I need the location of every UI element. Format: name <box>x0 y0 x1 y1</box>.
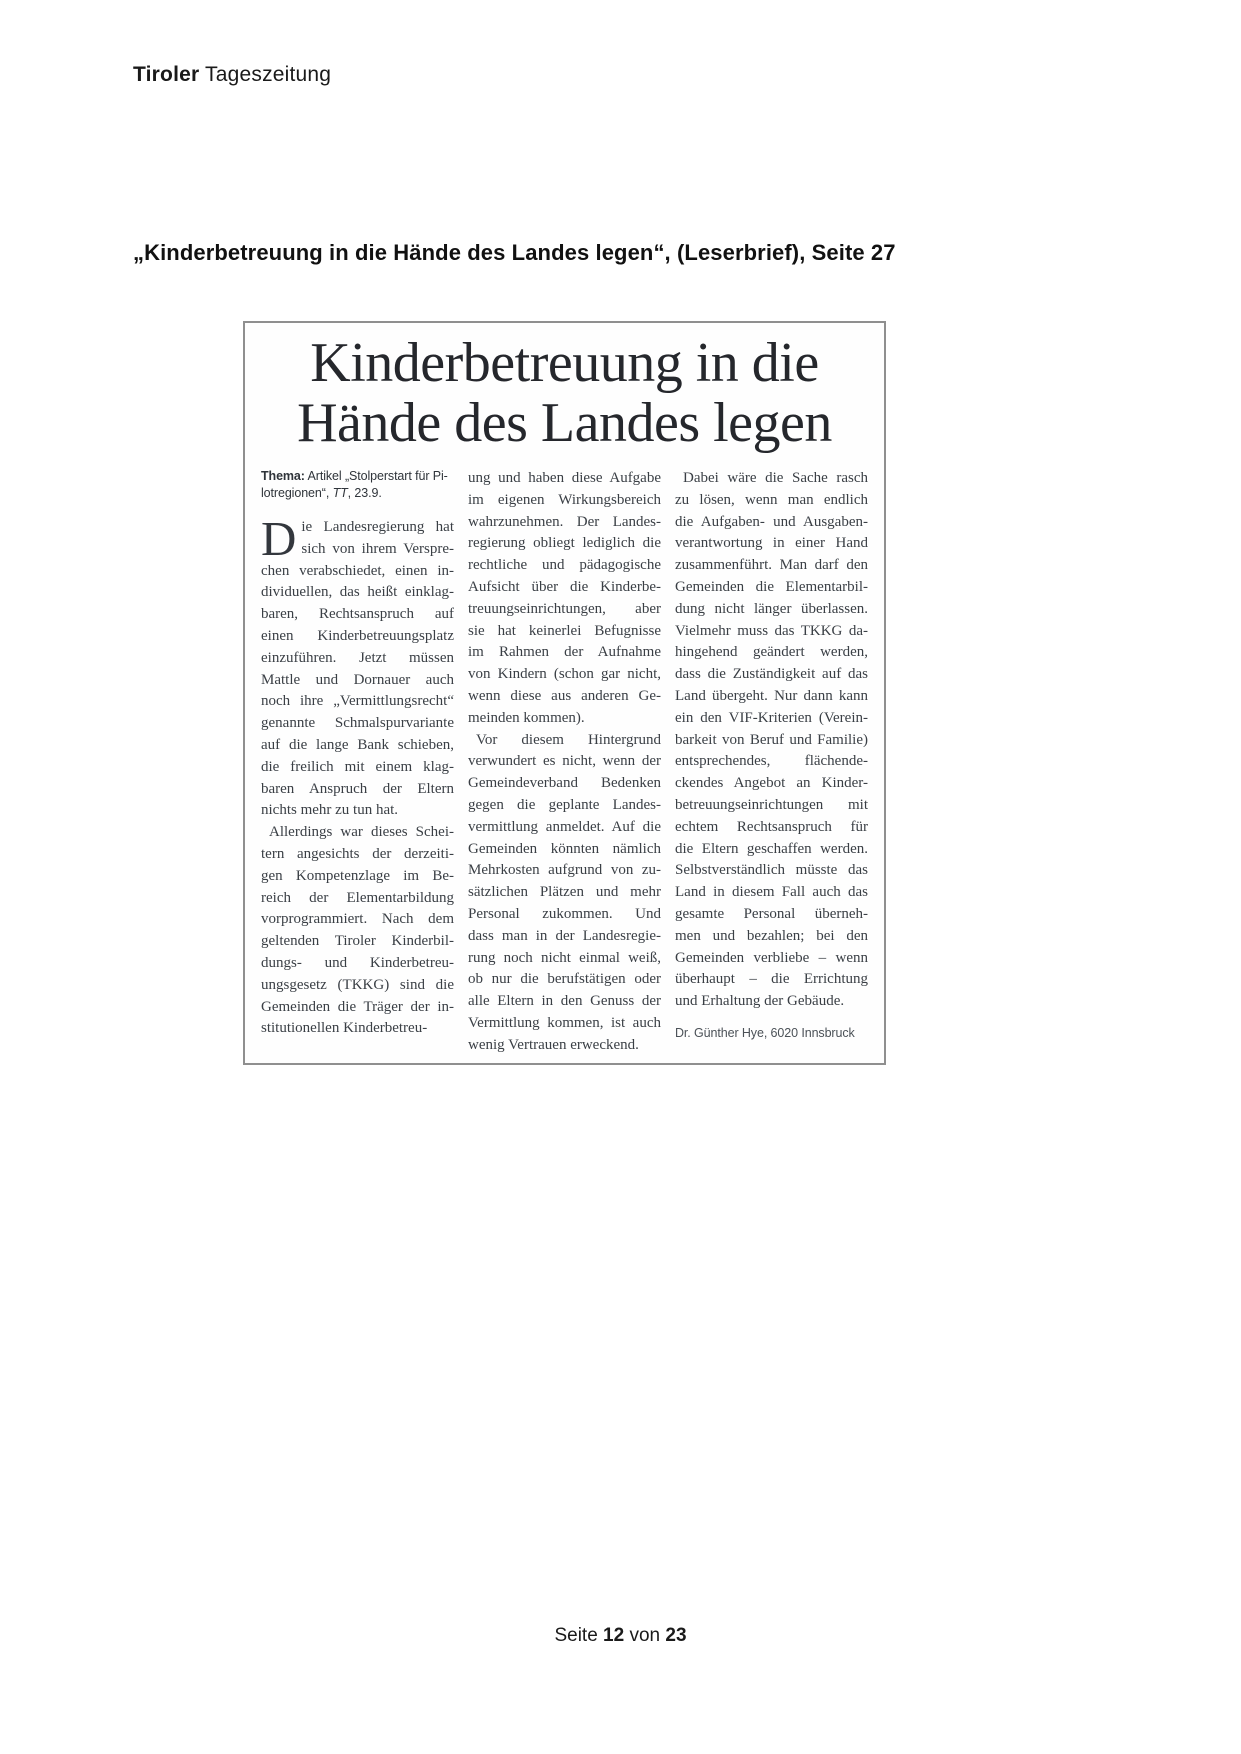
text-line: Personal zukommen. Und <box>468 905 661 922</box>
text-line: meinden kommen). <box>468 709 585 726</box>
page-number-footer <box>0 1625 1241 1647</box>
text-line: Selbstverständlich müsste das <box>675 862 868 879</box>
column-1-text <box>261 511 454 1040</box>
text-line: Mattle und Dornauer auch <box>261 671 454 688</box>
text-line: alle Eltern in den Genuss der <box>468 993 661 1010</box>
paragraph <box>675 468 868 1013</box>
text-line: im Rahmen der Aufnahme <box>468 644 661 661</box>
thema-line1: Artikel „Stolperstart für Pi- <box>304 469 448 483</box>
text-line: überhaupt – die Errichtung <box>675 971 868 988</box>
text-line: Gemeinden die Elementarbil- <box>675 578 868 595</box>
text-line: baren Anspruch der Eltern <box>261 780 454 797</box>
text-line: zusammenführt. Man darf den <box>675 557 868 574</box>
text-line: zu lösen, wenn man endlich <box>675 491 868 508</box>
footer-mid: von <box>624 1625 666 1646</box>
article-column-3 <box>675 468 868 1057</box>
text-line: geltenden Tiroler Kinderbil- <box>261 933 454 950</box>
clipping-headline-line2: Hände des Landes legen <box>297 392 832 454</box>
text-line: hingehend geändert werden, <box>675 644 868 661</box>
text-line: ung und haben diese Aufgabe <box>468 470 661 486</box>
text-line: die freilich mit einem klag- <box>261 758 454 775</box>
thema-note <box>261 468 454 502</box>
text-line: ein den VIF-Kriterien (Verein- <box>675 709 868 726</box>
text-line: von Kindern (schon gar nicht, <box>468 666 661 683</box>
text-line: Vermittlung kommen, ist auch <box>468 1014 661 1031</box>
paragraph <box>261 822 454 1040</box>
text-line: Vor diesem Hintergrund <box>476 731 661 748</box>
text-line: rechtliche und pädagogische <box>468 557 661 574</box>
text-line: dass die Zuständigkeit auf das <box>675 666 868 683</box>
text-line: Gemeinden verbliebe – wenn <box>675 949 868 966</box>
text-line: Aufsicht über die Kinderbe- <box>468 578 661 595</box>
article-column-2 <box>468 468 661 1057</box>
text-line: genannte Schmalspurvariante <box>261 715 454 732</box>
text-line: wahrzunehmen. Der Landes- <box>468 513 661 530</box>
masthead-brand-rest: Tageszeitung <box>199 63 332 86</box>
text-line: einen Kinderbetreuungsplatz <box>261 627 454 644</box>
text-line: tern angesichts der derzeiti- <box>261 845 454 862</box>
text-line: reich der Elementarbildung <box>261 889 454 906</box>
article-columns <box>245 453 884 1057</box>
text-line: Mehrkosten aufgrund von zu- <box>468 862 661 879</box>
newspaper-masthead <box>133 63 331 87</box>
clipping-headline-line1: Kinderbetreuung in die <box>310 332 819 394</box>
thema-line2-post: , 23.9. <box>347 486 382 500</box>
text-line: wenig Vertrauen erweckend. <box>468 1036 639 1053</box>
clipping-headline <box>245 333 884 453</box>
masthead-brand-bold: Tiroler <box>133 63 200 86</box>
paragraph <box>261 511 454 822</box>
text-line: Gemeinden könnten nämlich <box>468 840 661 857</box>
text-line: ckendes Angebot an Kinder- <box>675 775 868 792</box>
text-line: barkeit von Beruf und Familie) <box>675 731 868 748</box>
text-line: chen verabschiedet, einen in- <box>261 562 454 579</box>
text-line: verantwortung in einer Hand <box>675 535 868 552</box>
text-line: gesamte Personal überneh- <box>675 905 868 922</box>
text-line: entsprechendes, flächende- <box>675 753 868 770</box>
thema-tt-abbrev: TT <box>332 486 348 500</box>
text-line: dungs- und Kinderbetreu- <box>261 954 454 971</box>
text-line: ob nur die berufstätigen oder <box>468 971 661 988</box>
text-line: dung nicht länger überlassen. <box>675 600 868 617</box>
text-line: noch ihre „Vermittlungsrecht“ <box>261 693 454 710</box>
text-line: ie Landesregierung hat <box>301 519 454 535</box>
text-line: stitutionellen Kinderbetreu- <box>261 1020 428 1037</box>
footer-pre: Seite <box>554 1625 604 1646</box>
footer-total-pages: 23 <box>665 1625 687 1646</box>
text-line: auf die lange Bank schieben, <box>261 736 454 753</box>
text-line: Gemeindeverband Bedenken <box>468 775 661 792</box>
author-signature: Dr. Günther Hye, 6020 Innsbruck <box>675 1025 855 1040</box>
text-line: dass man in der Landesregie- <box>468 927 661 944</box>
column-2-text <box>468 468 661 1057</box>
column-3-text <box>675 468 868 1013</box>
text-line: Allerdings war dieses Schei- <box>269 824 454 841</box>
thema-line2-pre: lotregionen“, <box>261 486 333 500</box>
text-line: einzuführen. Jetzt müssen <box>261 649 454 666</box>
drop-cap: D <box>261 511 297 566</box>
text-line: betreuungseinrichtungen mit <box>675 796 868 813</box>
text-line: die Aufgaben- und Ausgaben- <box>675 513 868 530</box>
text-line: Gemeinden die Träger der in- <box>261 998 454 1015</box>
text-line: Land in diesem Fall auch das <box>675 884 868 901</box>
text-line: gegen die geplante Landes- <box>468 796 661 813</box>
text-line: echtem Rechtsanspruch für <box>675 818 868 835</box>
text-line: die Eltern geschaffen werden. <box>675 840 868 857</box>
text-line: regierung obliegt lediglich die <box>468 535 661 552</box>
text-line: sich von ihrem Verspre- <box>301 540 454 557</box>
text-line: rung noch nicht einmal weiß, <box>468 949 661 966</box>
text-line: und Erhaltung der Gebäude. <box>675 993 845 1010</box>
article-column-1 <box>261 468 454 1057</box>
thema-label: Thema: <box>261 469 305 483</box>
text-line: vorprogrammiert. Nach dem <box>261 911 454 928</box>
text-line: men und bezahlen; bei den <box>675 927 868 944</box>
text-line: im eigenen Wirkungsbereich <box>468 491 661 508</box>
paragraph <box>468 468 661 730</box>
text-line: Land übergeht. Nur dann kann <box>675 687 868 704</box>
text-line: verwundert es nicht, wenn der <box>468 753 661 770</box>
text-line: wenn diese aus anderen Ge- <box>468 687 661 704</box>
paragraph <box>468 730 661 1057</box>
newspaper-clipping <box>243 321 886 1065</box>
article-reference-heading: „Kinderbetreuung in die Hände des Landes legen“, (Leserbrief), Seite 27 <box>133 240 896 265</box>
text-line: nichts mehr zu tun hat. <box>261 802 399 819</box>
footer-page-number: 12 <box>603 1625 625 1646</box>
text-line: Dabei wäre die Sache rasch <box>683 470 868 486</box>
text-line: sätzlichen Plätzen und mehr <box>468 884 661 901</box>
text-line: vermittlung anmeldet. Auf die <box>468 818 661 835</box>
text-line: ungsgesetz (TKKG) sind die <box>261 976 454 993</box>
text-line: Vielmehr muss das TKKG da- <box>675 622 868 639</box>
text-line: gen Kompetenzlage im Be- <box>261 867 454 884</box>
text-line: treuungseinrichtungen, aber <box>468 600 661 617</box>
text-line: dividuellen, das heißt einklag- <box>261 584 454 601</box>
text-line: baren, Rechtsanspruch auf <box>261 606 454 623</box>
text-line: sie hat keinerlei Befugnisse <box>468 622 661 639</box>
